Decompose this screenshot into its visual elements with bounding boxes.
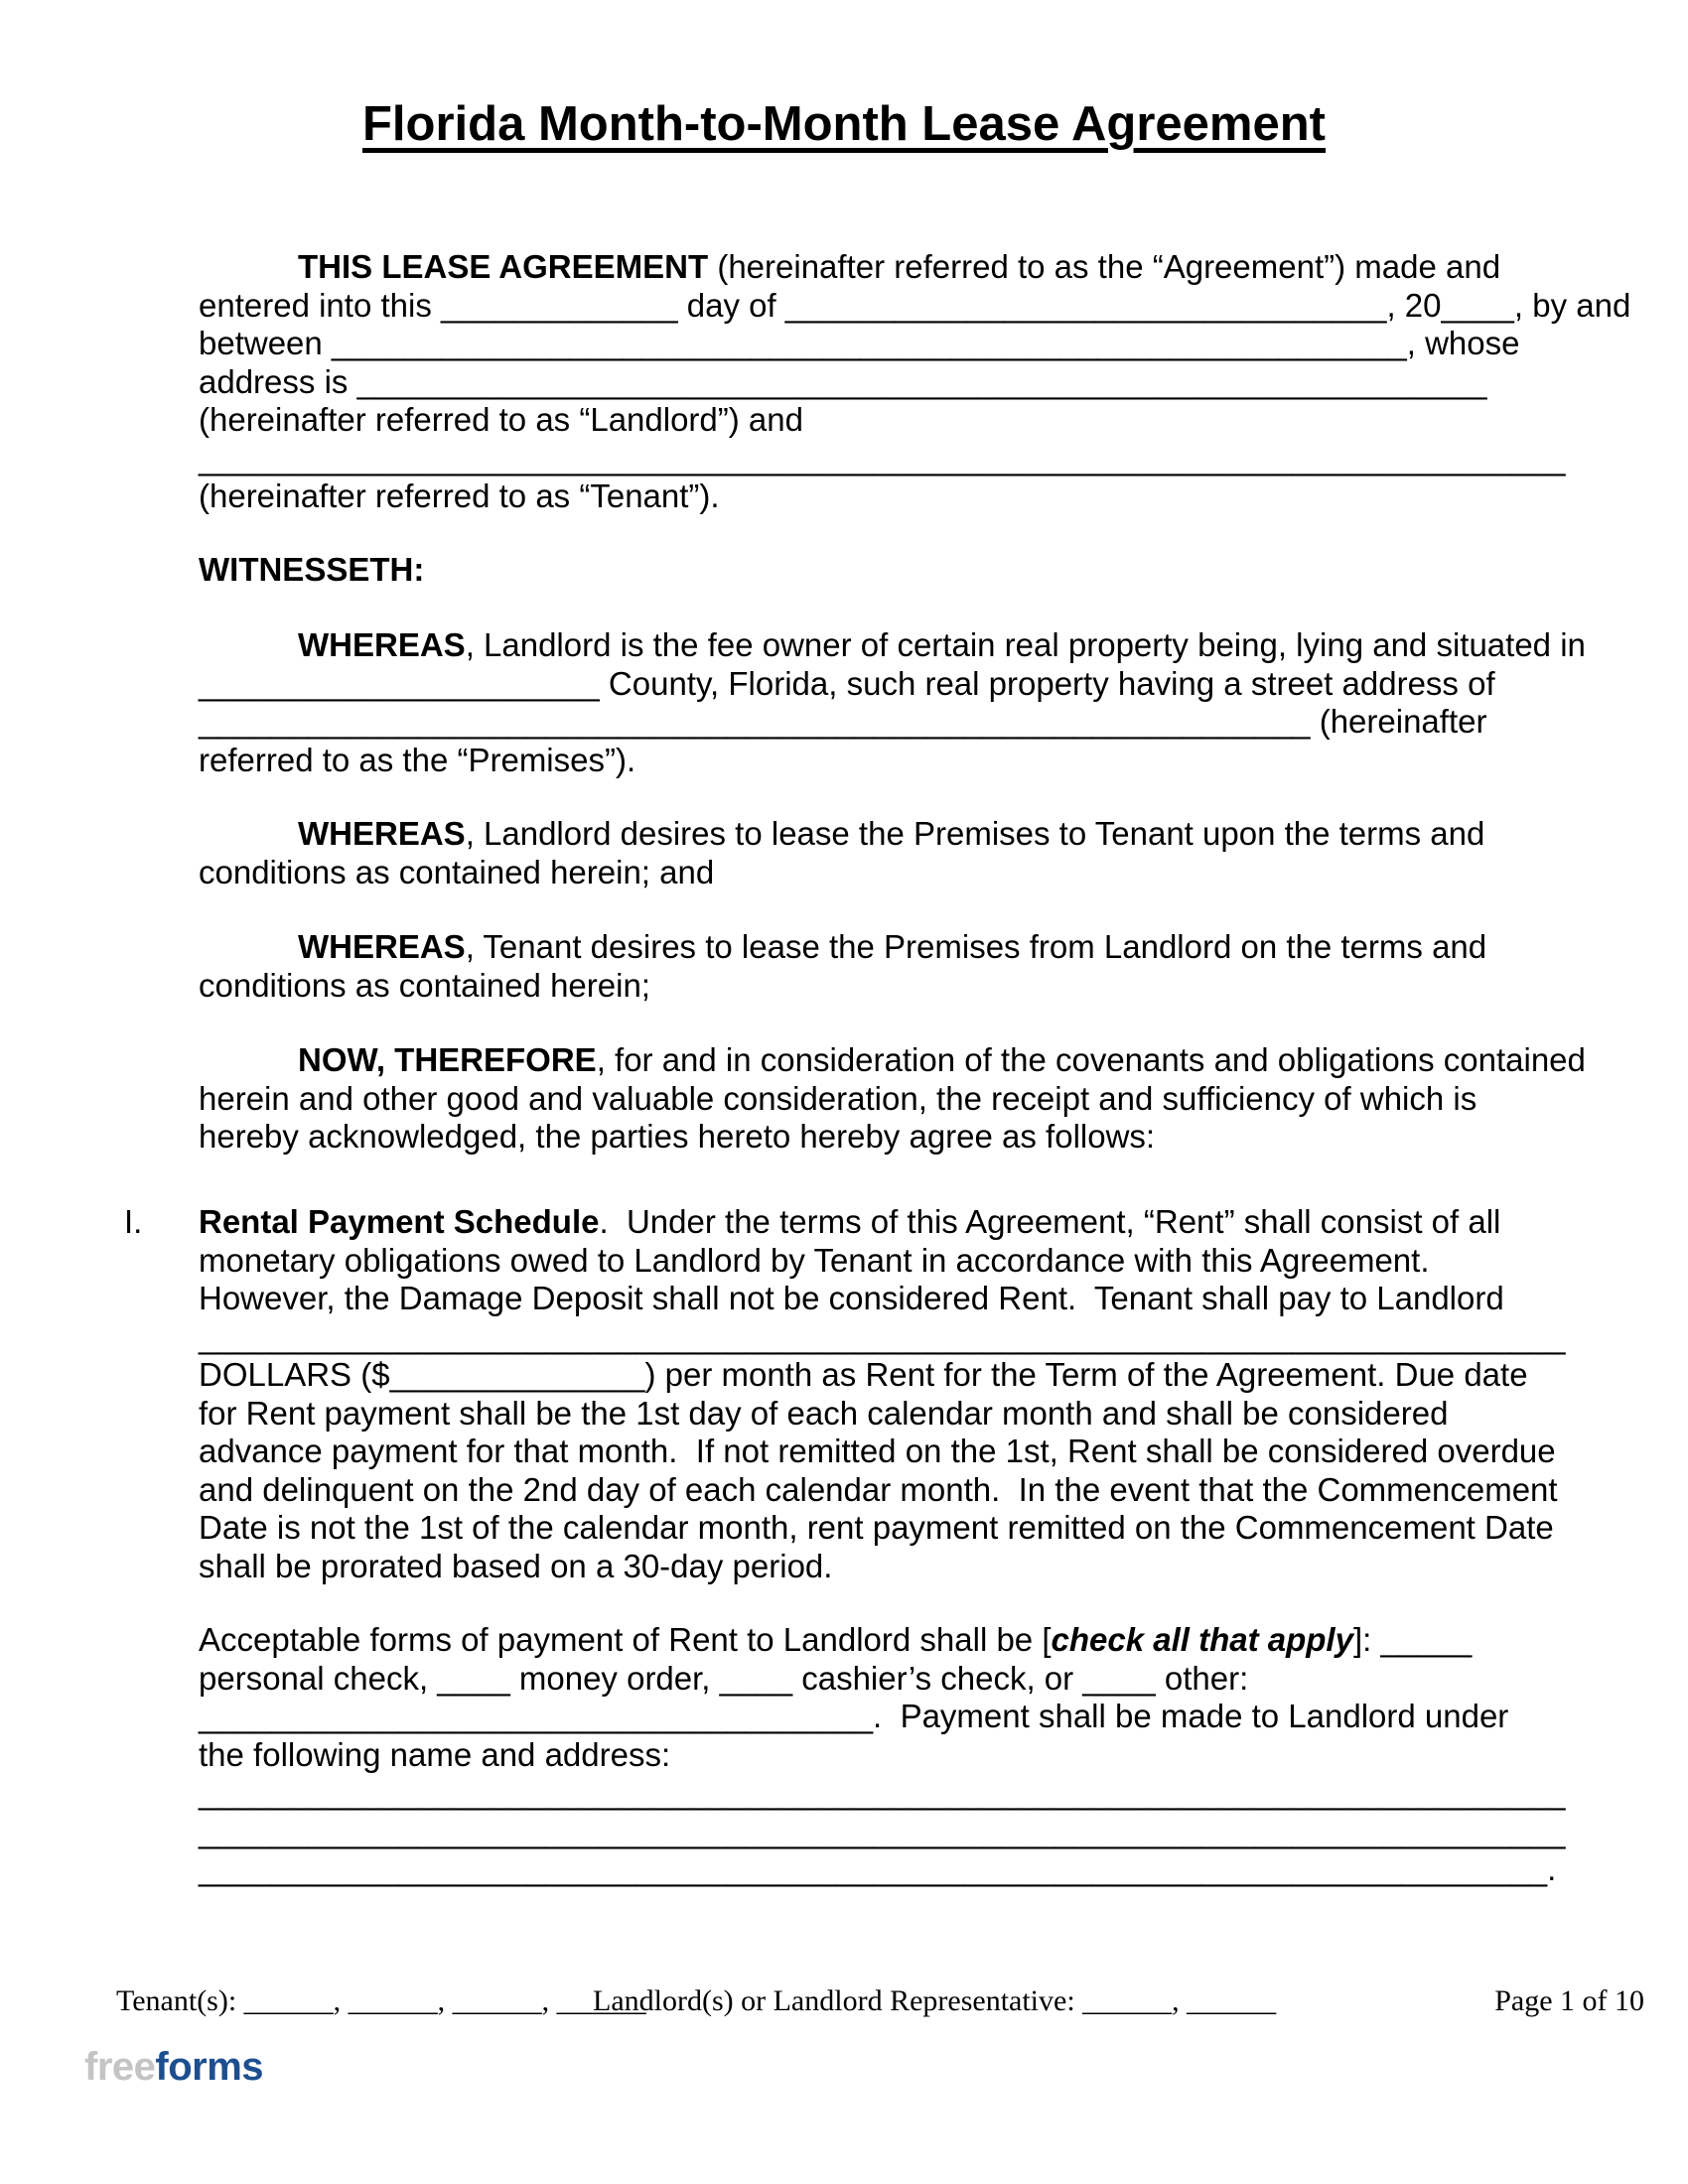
paragraph-line xyxy=(199,815,1589,854)
blank-fill-line: __________________________________________________________________________. xyxy=(199,1850,1557,1887)
paragraph-line: DOLLARS ($______________) per month as Rent for the Term of the Agreement. Due date xyxy=(199,1356,1528,1393)
paragraph-line xyxy=(199,1203,1589,1242)
paragraph-line: (hereinafter referred to as “Tenant”). xyxy=(199,478,720,514)
now-therefore-lead-bold: NOW, THEREFORE xyxy=(298,1041,597,1078)
logo-text-forms: forms xyxy=(155,2045,264,2089)
blank-fill-line: ___________________________________________________________________________ xyxy=(199,439,1566,477)
paragraph-line xyxy=(199,928,1589,967)
whereas-line-1: , Tenant desires to lease the Premises from Landlord on the terms and xyxy=(465,928,1487,965)
paragraph-line: conditions as contained herein; and xyxy=(199,853,715,890)
paragraph-line xyxy=(199,626,1589,665)
section-number: I. xyxy=(124,1203,143,1240)
paragraph-line: for Rent payment shall be the 1st day of each calendar month and shall be considered xyxy=(199,1394,1449,1432)
blank-fill-line: ___________________________________________________________________________ xyxy=(199,1812,1566,1849)
payment-line-1c: ]: _____ xyxy=(1352,1621,1473,1658)
whereas-lead-bold: WHEREAS xyxy=(298,815,466,852)
whereas-paragraph-2 xyxy=(199,815,1589,891)
logo-text-free: free xyxy=(84,2045,156,2089)
paragraph-line: the following name and address: xyxy=(199,1735,671,1773)
paragraph-line: shall be prorated based on a 30-day period. xyxy=(199,1547,833,1584)
paragraph-line: _____________________________________. Payment shall be made to Landlord under xyxy=(199,1698,1509,1734)
freeforms-logo xyxy=(84,2043,263,2091)
intro-lead-bold: THIS LEASE AGREEMENT xyxy=(298,248,709,285)
whereas-line-1: , Landlord is the fee owner of certain real property being, lying and situated in xyxy=(465,626,1586,663)
whereas-lead-bold: WHEREAS xyxy=(298,928,466,965)
section-line-1: . Under the terms of this Agreement, “Rent” shall consist of all xyxy=(599,1203,1501,1240)
intro-line-1: (hereinafter referred to as the “Agreement”) made and xyxy=(708,248,1501,285)
payment-forms-paragraph xyxy=(199,1621,1589,1889)
paragraph-line: conditions as contained herein; xyxy=(199,966,650,1004)
paragraph-line xyxy=(199,1621,1589,1660)
whereas-paragraph-3 xyxy=(199,928,1589,1005)
witnesseth-heading xyxy=(199,551,1589,590)
paragraph-line xyxy=(199,1041,1589,1080)
footer-tenants-initials: Tenant(s): ______, ______, ______, ______ xyxy=(116,1984,646,2017)
whereas-paragraph-1 xyxy=(199,626,1589,779)
now-therefore-line-1: , for and in consideration of the covenants and obligations contained xyxy=(596,1041,1586,1078)
whereas-lead-bold: WHEREAS xyxy=(298,626,466,663)
paragraph-line: personal check, ____ money order, ____ cashier’s check, or ____ other: xyxy=(199,1659,1249,1697)
heading-line: WITNESSETH: xyxy=(199,551,425,588)
paragraph-line: Date is not the 1st of the calendar month, rent payment remitted on the Commencement Date xyxy=(199,1509,1554,1546)
paragraph-line: and delinquent on the 2nd day of each calendar month. In the event that the Commencement xyxy=(199,1470,1558,1508)
paragraph-line: hereby acknowledged, the parties hereto hereby agree as follows: xyxy=(199,1118,1156,1155)
page-title: Florida Month-to-Month Lease Agreement xyxy=(362,97,1326,151)
intro-paragraph xyxy=(199,248,1631,516)
paragraph-line: ______________________ County, Florida, such real property having a street address of xyxy=(199,664,1495,702)
paragraph-line xyxy=(199,248,1589,287)
paragraph-line: address is ______________________________________________________________ xyxy=(199,362,1487,400)
paragraph-line: (hereinafter referred to as “Landlord”) and xyxy=(199,401,803,438)
now-therefore-paragraph xyxy=(199,1041,1589,1157)
blank-fill-line: ___________________________________________________________________________ xyxy=(199,1774,1566,1811)
payment-line-1a: Acceptable forms of payment of Rent to Landlord shall be [ xyxy=(199,1621,1052,1658)
footer-landlord-initials: Landlord(s) or Landlord Representative: ______, ______ xyxy=(593,1984,1277,2017)
paragraph-line: between ___________________________________________________________, whose xyxy=(199,325,1520,361)
section-title-bold: Rental Payment Schedule xyxy=(199,1203,600,1240)
whereas-line-1: , Landlord desires to lease the Premises to Tenant upon the terms and xyxy=(465,815,1485,852)
paragraph-line: herein and other good and valuable consideration, the receipt and sufficiency of which is xyxy=(199,1079,1477,1117)
check-all-that-apply-bold-italic: check all that apply xyxy=(1051,1621,1353,1658)
section-1-rental-payment-schedule xyxy=(124,1203,1589,1585)
blank-fill-line: ___________________________________________________________________________ xyxy=(199,1317,1566,1355)
paragraph-line: referred to as the “Premises”). xyxy=(199,741,636,778)
paragraph-line: advance payment for that month. If not remitted on the 1st, Rent shall be considered overdue xyxy=(199,1433,1556,1469)
paragraph-line: However, the Damage Deposit shall not be considered Rent. Tenant shall pay to Landlord xyxy=(199,1280,1504,1316)
paragraph-line: entered into this _____________ day of _________________________________, 20____, by and xyxy=(199,286,1631,324)
page-footer xyxy=(0,1983,1688,2023)
paragraph-line: _____________________________________________________________ (hereinafter xyxy=(199,703,1487,740)
footer-page-number: Page 1 of 10 xyxy=(1494,1984,1644,2017)
paragraph-line: monetary obligations owed to Landlord by Tenant in accordance with this Agreement. xyxy=(199,1241,1430,1279)
